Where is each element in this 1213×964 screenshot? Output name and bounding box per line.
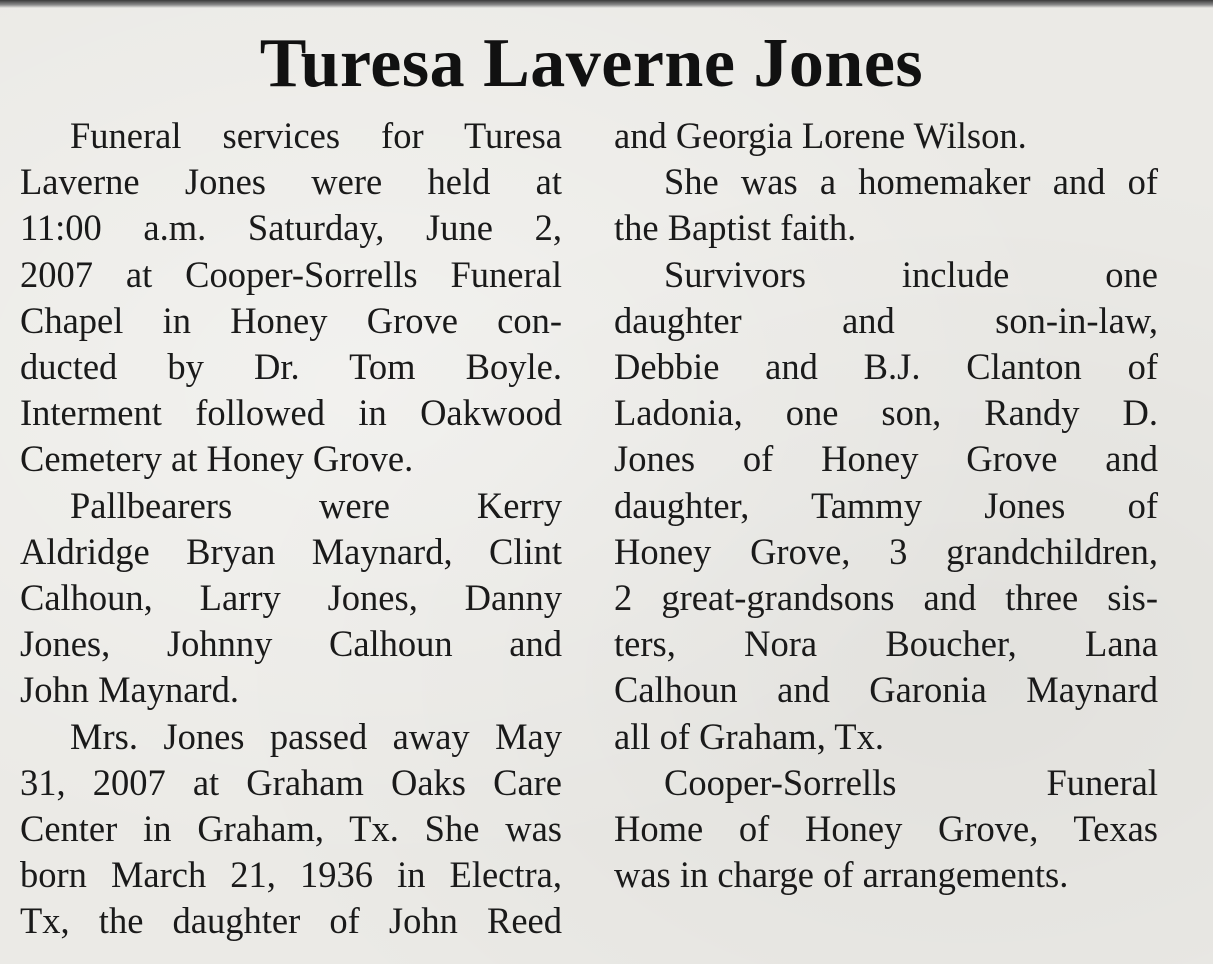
text-line: Funeral services for Turesa <box>70 115 562 156</box>
text-line: ters, Nora Boucher, Lana <box>614 623 1158 665</box>
text-line: John Maynard. <box>20 669 239 711</box>
text-line: all of Graham, Tx. <box>614 715 884 757</box>
text-line: Jones, Johnny Calhoun and <box>20 623 562 665</box>
text-line: 2007 at Cooper-Sorrells Funeral <box>20 253 562 295</box>
text-line: She was a homemaker and of <box>664 161 1158 203</box>
text-line: Debbie and B.J. Clanton of <box>614 346 1158 388</box>
right-column <box>614 113 1158 898</box>
text-line: Mrs. Jones passed away May <box>70 715 562 757</box>
text-line: and Georgia Lorene Wilson. <box>614 115 1027 156</box>
text-line: Ladonia, one son, Randy D. <box>614 392 1158 434</box>
text-line: Tx, the daughter of John Reed <box>20 900 562 942</box>
text-line: Honey Grove, 3 grandchildren, <box>614 530 1158 572</box>
top-rule-divider <box>0 0 1213 8</box>
text-line: was in charge of arrangements. <box>614 854 1069 896</box>
text-line: Calhoun, Larry Jones, Danny <box>20 577 562 619</box>
text-line: Chapel in Honey Grove con- <box>20 299 562 341</box>
obituary-title: Turesa Laverne Jones <box>259 25 924 102</box>
text-line: Jones of Honey Grove and <box>614 438 1158 480</box>
text-line: 31, 2007 at Graham Oaks Care <box>20 761 562 803</box>
text-line: Home of Honey Grove, Texas <box>614 808 1158 850</box>
text-line: Interment followed in Oakwood <box>20 392 562 434</box>
left-column <box>20 113 562 945</box>
text-line: daughter, Tammy Jones of <box>614 484 1158 526</box>
text-line: 11:00 a.m. Saturday, June 2, <box>20 207 562 249</box>
text-line: ducted by Dr. Tom Boyle. <box>20 346 562 388</box>
text-line: 2 great-grandsons and three sis- <box>614 577 1158 619</box>
text-line: born March 21, 1936 in Electra, <box>20 854 562 896</box>
text-line: the Baptist faith. <box>614 207 857 249</box>
text-line: Aldridge Bryan Maynard, Clint <box>20 530 562 572</box>
text-line: Pallbearers were Kerry <box>70 484 562 526</box>
text-line: Center in Graham, Tx. She was <box>20 808 562 850</box>
text-line: Laverne Jones were held at <box>20 161 562 203</box>
text-line: Calhoun and Garonia Maynard <box>614 669 1158 711</box>
text-line: Cooper-Sorrells Funeral <box>664 761 1158 803</box>
text-line: Survivors include one <box>664 253 1158 295</box>
text-line: Cemetery at Honey Grove. <box>20 438 414 480</box>
text-line: daughter and son-in-law, <box>614 299 1158 341</box>
